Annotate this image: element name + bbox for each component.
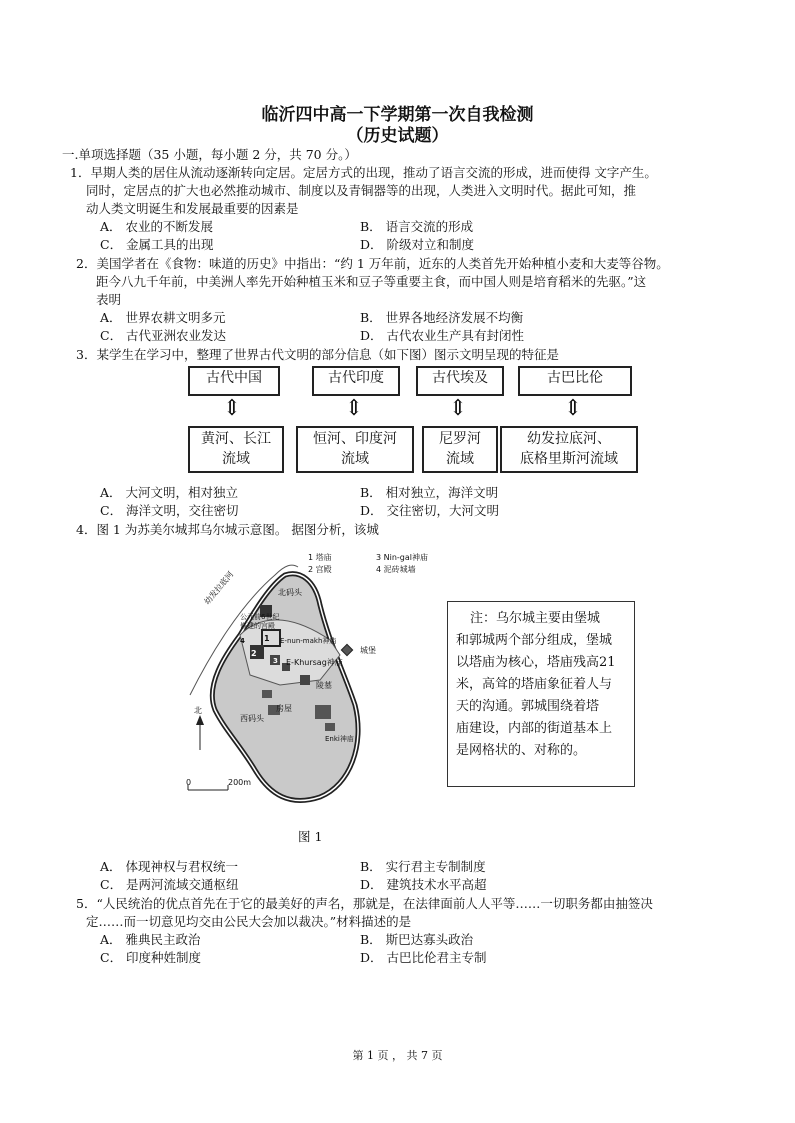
palace-note-2: 修建的宫殿 xyxy=(240,622,275,630)
enki-label: Enki神庙 xyxy=(325,735,354,743)
river-box-china-line-1: 黄河、长江 xyxy=(201,431,271,447)
civ-box-egypt: 古代埃及 xyxy=(416,366,504,396)
map-note-box xyxy=(447,601,635,787)
civ-box-babylon: 古巴比伦 xyxy=(518,366,632,396)
ur-city-map xyxy=(180,545,435,815)
civ-box-china: 古代中国 xyxy=(188,366,280,396)
scale-zero: 0 xyxy=(186,778,192,787)
note-line: 庙建设，内部的街道基本上 xyxy=(456,721,613,736)
q4-option-c[interactable]: C． 是两河流域交通枢纽 xyxy=(100,877,239,892)
q1-option-c[interactable]: C． 金属工具的出现 xyxy=(100,237,214,252)
section-heading: 一.单项选择题（35 小题，每小题 2 分，共 70 分。） xyxy=(62,147,357,162)
legend-4: 4 泥砖城墙 xyxy=(376,565,416,574)
q4-option-b[interactable]: B． 实行君主专制制度 xyxy=(360,859,486,874)
q3-option-c[interactable]: C． 海洋文明，交往密切 xyxy=(100,503,239,518)
note-line: 天的沟通。郭城围绕着塔 xyxy=(456,699,600,714)
river-box-china xyxy=(188,426,284,473)
tomb-label: 陵墓 xyxy=(316,681,332,690)
note-line: 以塔庙为核心，塔庙残高21 xyxy=(456,655,616,670)
q2-option-b[interactable]: B． 世界各地经济发展不均衡 xyxy=(360,310,524,325)
q1-line3: 动人类文明诞生和发展最重要的因素是 xyxy=(86,201,299,216)
marker-2: 2 xyxy=(251,649,257,658)
river-box-india-line-2: 流域 xyxy=(341,451,369,467)
river-box-babylon-line-2: 底格里斯河流域 xyxy=(520,451,618,467)
river-box-egypt xyxy=(422,426,498,473)
q5-option-d[interactable]: D． 古巴比伦君主专制 xyxy=(360,950,487,965)
river-box-babylon xyxy=(500,426,638,473)
q5-line1: 5．“人民统治的优点首先在于它的最美好的声名，那就是，在法律面前人人平等……一切职务都由抽签决 xyxy=(76,896,653,911)
legend-1: 1 塔庙 xyxy=(308,553,332,562)
q1-line1: 1．早期人类的居住从流动逐渐转向定居。定居方式的出现，推动了语言交流的形成，进而使得 文字产生。 xyxy=(70,165,657,180)
q2-option-d[interactable]: D． 古代农业生产具有封闭性 xyxy=(360,328,524,343)
page-footer: 第 1 页 ， 共 7 页 xyxy=(352,1049,443,1062)
q4-option-d[interactable]: D． 建筑技术水平高超 xyxy=(360,877,487,892)
river-box-india-line-1: 恒河、印度河 xyxy=(313,431,397,447)
q3-option-d[interactable]: D． 交往密切，大河文明 xyxy=(360,503,499,518)
note-line: 是网格状的、对称的。 xyxy=(456,743,587,758)
q2-option-c[interactable]: C． 古代亚洲农业发达 xyxy=(100,328,227,343)
double-arrow-icon: ⇕ xyxy=(563,396,583,421)
river-box-egypt-line-1: 尼罗河 xyxy=(439,431,481,447)
q2-line1: 2．美国学者在《食物：味道的历史》中指出：“约 1 万年前，近东的人类首先开始种植小麦和大麦等谷物。 xyxy=(76,256,669,271)
river-label: 幼发拉底河 xyxy=(202,569,236,607)
q1-option-d[interactable]: D． 阶级对立和制度 xyxy=(360,237,474,252)
west-harbor-label: 西码头 xyxy=(240,714,264,723)
double-arrow-icon: ⇕ xyxy=(222,396,242,421)
note-line: 米，高耸的塔庙象征着人与 xyxy=(456,677,613,692)
q3-option-a[interactable]: A． 大河文明，相对独立 xyxy=(100,485,239,500)
marker-1: 1 xyxy=(264,634,270,643)
q5-option-b[interactable]: B． 斯巴达寡头政治 xyxy=(360,932,474,947)
palace-note-1: 公元前6世纪 xyxy=(240,613,280,621)
houses-label: 房屋 xyxy=(276,704,292,713)
river-box-china-line-2: 流域 xyxy=(222,451,250,467)
civ-box-india: 古代印度 xyxy=(312,366,400,396)
q1-option-a[interactable]: A． 农业的不断发展 xyxy=(100,219,214,234)
page-title: 临沂四中高一下学期第一次自我检测 xyxy=(261,105,534,125)
note-line: 注：乌尔城主要由堡城 xyxy=(470,611,601,626)
q2-option-a[interactable]: A． 世界农耕文明多元 xyxy=(100,310,226,325)
q1-line2: 同时，定居点的扩大也必然推动城市、制度以及青铜器等的出现，人类进入文明时代。据此可知，推 xyxy=(86,183,637,198)
scale-label: 200m xyxy=(228,778,252,787)
city-wall xyxy=(212,574,358,801)
civilization-diagram xyxy=(188,366,638,476)
page-subtitle: （历史试题） xyxy=(346,126,449,146)
q3-line1: 3．某学生在学习中，整理了世界古代文明的部分信息（如下图）图示文明呈现的特征是 xyxy=(76,347,559,362)
castle-label: 城堡 xyxy=(360,646,376,655)
q2-line3: 表明 xyxy=(96,292,122,307)
enunmakh-label: E-nun-makh神庙 xyxy=(280,637,337,645)
q5-option-c[interactable]: C． 印度种姓制度 xyxy=(100,950,202,965)
river-box-babylon-line-1: 幼发拉底河、 xyxy=(527,431,611,447)
legend-3: 3 Nin-gal神庙 xyxy=(376,553,428,562)
legend-2: 2 宫殿 xyxy=(308,565,332,574)
river-box-india xyxy=(296,426,414,473)
double-arrow-icon: ⇕ xyxy=(344,396,364,421)
q4-line1: 4．图 1 为苏美尔城邦乌尔城示意图。 据图分析，该城 xyxy=(76,522,379,537)
q4-option-a[interactable]: A． 体现神权与君权统一 xyxy=(100,859,239,874)
q2-line2: 距今八九千年前，中美洲人率先开始种植玉米和豆子等重要主食，而中国人则是培育稻米的先驱。”这 xyxy=(96,274,647,289)
river-box-egypt-line-2: 流域 xyxy=(446,451,474,467)
double-arrow-icon: ⇕ xyxy=(448,396,468,421)
marker-3: 3 xyxy=(273,657,278,665)
q3-option-b[interactable]: B． 相对独立，海洋文明 xyxy=(360,485,499,500)
q5-option-a[interactable]: A． 雅典民主政治 xyxy=(100,932,201,947)
ekhursag-label: E-Khursag神庙 xyxy=(286,658,343,667)
note-line: 和郭城两个部分组成，堡城 xyxy=(456,633,613,648)
q5-line2: 定……而一切意见均交由公民大会加以裁决。”材料描述的是 xyxy=(86,914,412,929)
marker-4: 4 xyxy=(240,637,245,645)
q1-option-b[interactable]: B． 语言交流的形成 xyxy=(360,219,474,234)
north-harbor-label: 北码头 xyxy=(278,588,302,597)
north-label: 北 xyxy=(194,706,202,715)
figure-caption: 图 1 xyxy=(298,829,323,844)
